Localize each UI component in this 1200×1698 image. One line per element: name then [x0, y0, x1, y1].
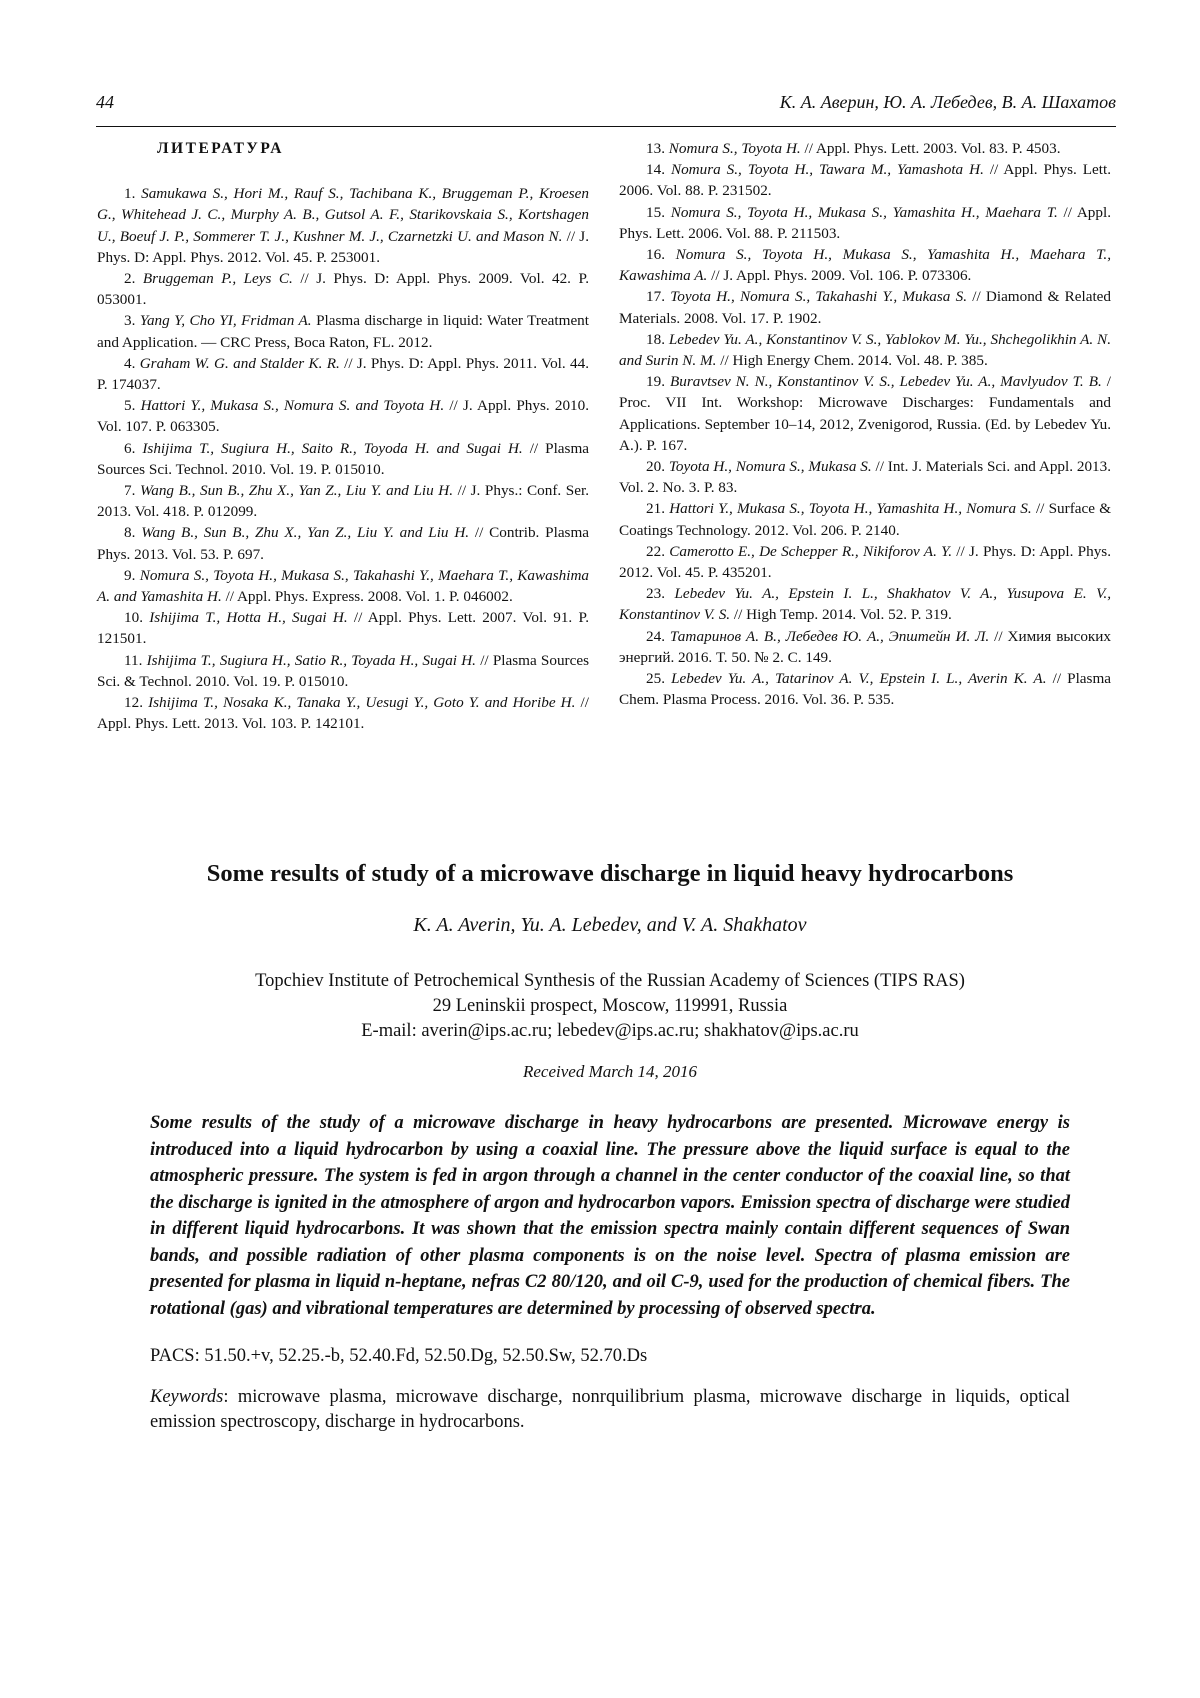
received-date: Received March 14, 2016 — [522, 1062, 698, 1081]
reference-num: 18. — [646, 330, 665, 348]
reference-item — [97, 395, 589, 437]
reference-rest: // J. Phys. D: Appl. Phys. 2012. Vol. 45. P. 435201. — [619, 542, 1111, 582]
reference-authors: Татаринов А. В., Лебедев Ю. А., Эпштейн И. Л. — [669, 627, 990, 645]
references-right-column — [619, 138, 1111, 710]
reference-num: 19. — [646, 373, 665, 391]
reference-item — [97, 268, 589, 310]
reference-rest: // J. Appl. Phys. 2009. Vol. 106. P. 073306. — [711, 267, 972, 285]
reference-num: 4. — [124, 354, 136, 372]
reference-rest: // Int. J. Materials Sci. and Appl. 2013. Vol. 2. No. 3. P. 83. — [619, 458, 1112, 497]
reference-item — [619, 541, 1111, 583]
reference-item — [97, 183, 589, 268]
reference-rest: // Plasma Sources Sci. & Technol. 2010. Vol. 19. P. 015010. — [97, 651, 589, 690]
article-header — [150, 860, 1070, 1435]
reference-rest: // J. Phys.: Conf. Ser. 2013. Vol. 418. P. 012099. — [97, 482, 590, 521]
reference-item — [619, 244, 1111, 286]
reference-item — [97, 438, 589, 480]
reference-item — [619, 159, 1111, 201]
reference-item — [619, 626, 1111, 668]
reference-num: 14. — [646, 161, 665, 179]
reference-authors: Nomura S., Toyota H., Mukasa S., Yamashita H., Maehara T. — [670, 203, 1058, 221]
keywords — [150, 1385, 1070, 1435]
reference-authors: Nomura S., Toyota H., Mukasa S., Yamashita H., Maehara T., Kawashima A. — [619, 246, 1112, 285]
reference-rest: // J. Phys. D: Appl. Phys. 2011. Vol. 44. P. 174037. — [97, 354, 589, 394]
reference-num: 16. — [646, 246, 665, 264]
reference-authors: Bruggeman P., Leys C. — [142, 270, 293, 288]
reference-num: 8. — [124, 524, 136, 542]
reference-authors: Toyota H., Nomura S., Mukasa S. — [668, 458, 872, 476]
reference-authors: Toyota H., Nomura S., Takahashi Y., Mukasa S. — [670, 288, 968, 306]
reference-num: 7. — [124, 482, 136, 500]
reference-rest: // Appl. Phys. Lett. 2003. Vol. 83. P. 4503. — [804, 140, 1061, 157]
email-line: E-mail: averin@ips.ac.ru; lebedev@ips.ac.ru; shakhatov@ips.ac.ru — [361, 1021, 859, 1041]
reference-num: 1. — [124, 185, 136, 203]
reference-item — [619, 498, 1111, 540]
reference-authors: Wang B., Sun B., Zhu X., Yan Z., Liu Y. and Liu H. — [141, 524, 470, 542]
keywords-text: : microwave plasma, microwave discharge, nonrquilibrium plasma, microwave discharge in liquids, optical emission spectroscopy, discharge in hydrocarbons. — [150, 1387, 1070, 1432]
reference-item — [97, 522, 589, 564]
reference-rest: // Appl. Phys. Express. 2008. Vol. 1. P. 046002. — [225, 588, 513, 606]
reference-num: 10. — [124, 609, 143, 627]
abstract: Some results of the study of a microwave discharge in heavy hydrocarbons are presented. Microwave energy is introduced into a liquid hydrocarbon by using a coaxial line. The pressure above the liquid surface is equal to the atmospheric pressure. The system is fed in argon through a channel in the center conductor of the coaxial line, so that the discharge is ignited in the atmosphere of argon and hydrocarbon vapors. Emission spectra of discharge were studied in different liquid hydrocarbons. It was shown that the emission spectra mainly contain different sequences of Swan bands, and possible radiation of other plasma components is on the noise level. Spectra of plasma emission are presented for plasma in liquid n-heptane, nefras C2 80/120, and oil C-9, used for the production of chemical fibers. The rotational (gas) and vibrational temperatures are determined by processing of observed spectra. — [150, 1113, 1070, 1319]
references-heading: ЛИТЕРАТУРА — [157, 140, 284, 157]
reference-item — [619, 286, 1111, 328]
reference-authors: Lebedev Yu. A., Tatarinov A. V., Epstein I. L., Averin K. A. — [671, 670, 1047, 688]
reference-rest: // J. Phys. D: Appl. Phys. 2009. Vol. 42. P. 053001. — [97, 270, 590, 309]
reference-item — [97, 607, 589, 649]
reference-rest: // Contrib. Plasma Phys. 2013. Vol. 53. P. 697. — [97, 524, 590, 563]
reference-authors: Hattori Y., Mukasa S., Nomura S. and Toyota H. — [140, 397, 445, 415]
reference-num: 17. — [646, 288, 665, 306]
reference-rest: // Surface & Coatings Technology. 2012. Vol. 206. P. 2140. — [619, 500, 1112, 539]
reference-num: 24. — [646, 627, 665, 645]
reference-rest: // J. Appl. Phys. 2010. Vol. 107. P. 063305. — [97, 397, 590, 436]
reference-item — [97, 650, 589, 692]
reference-authors: Lebedev Yu. A., Epstein I. L., Shakhatov V. A., Yusupova E. V., Konstantinov V. S. — [619, 585, 1112, 624]
reference-num: 2. — [124, 270, 136, 288]
reference-item — [97, 310, 589, 352]
reference-authors: Wang B., Sun B., Zhu X., Yan Z., Liu Y. and Liu H. — [139, 482, 454, 500]
reference-item — [619, 583, 1111, 625]
reference-rest: // J. Phys. D: Appl. Phys. 2012. Vol. 45. P. 253001. — [97, 227, 590, 266]
reference-item — [97, 565, 589, 607]
header-rule — [96, 126, 1116, 127]
references-list-left — [97, 183, 589, 734]
reference-authors: Buravtsev N. N., Konstantinov V. S., Lebedev Yu. A., Mavlyudov T. B. — [669, 373, 1102, 391]
page-number: 44 — [96, 92, 114, 112]
reference-authors: Hattori Y., Mukasa S., Toyota H., Yamashita H., Nomura S. — [669, 500, 1032, 518]
reference-authors: Nomura S., Toyota H., Mukasa S., Takahashi Y., Maehara T., Kawashima A. and Yamashita H. — [97, 566, 590, 606]
reference-num: 15. — [646, 203, 665, 221]
reference-num: 20. — [646, 458, 665, 476]
reference-num: 23. — [646, 585, 665, 603]
article-authors: K. A. Averin, Yu. A. Lebedev, and V. A. Shakhatov — [413, 914, 807, 936]
reference-num: 22. — [646, 542, 665, 560]
reference-authors: Yang Y, Cho YI, Fridman A. — [139, 312, 312, 330]
reference-authors: Graham W. G. and Stalder K. R. — [139, 354, 340, 372]
reference-rest: / Proc. VII Int. Workshop: Microwave Discharges: Fundamentals and Applications. September 10–14, 2012, Zvenigorod, Russia. (Ed. by Lebedev Yu. A.). P. 167. — [619, 373, 1111, 454]
reference-num: 25. — [646, 670, 665, 688]
address-line: 29 Leninskii prospect, Moscow, 119991, Russia — [432, 996, 788, 1016]
reference-authors: Lebedev Yu. A., Konstantinov V. S., Yablokov M. Yu., Shchegolikhin A. N. and Surin N. M. — [619, 330, 1111, 370]
reference-rest: // Appl. Phys. Lett. 2007. Vol. 91. P. 121501. — [97, 609, 590, 648]
reference-rest: // Appl. Phys. Lett. 2013. Vol. 103. P. 142101. — [97, 694, 589, 733]
reference-authors: Ishijima T., Nosaka K., Tanaka Y., Uesugi Y., Goto Y. and Horibe H. — [148, 694, 576, 712]
reference-rest: Plasma discharge in liquid: Water Treatment and Application. — CRC Press, Boca Raton, FL. 2012. — [97, 312, 589, 351]
reference-num: 12. — [124, 694, 143, 712]
reference-authors: Ishijima T., Sugiura H., Saito R., Toyoda H. and Sugai H. — [142, 439, 523, 457]
pacs-codes: PACS: 51.50.+v, 52.25.-b, 52.40.Fd, 52.50.Dg, 52.50.Sw, 52.70.Ds — [150, 1346, 648, 1366]
reference-rest: // High Temp. 2014. Vol. 52. P. 319. — [733, 606, 952, 624]
reference-authors: Nomura S., Toyota H. — [668, 140, 801, 157]
references-left-column — [97, 138, 589, 734]
reference-item — [97, 353, 589, 395]
reference-num: 13. — [646, 140, 665, 157]
reference-num: 21. — [646, 500, 665, 518]
reference-authors: Ishijima T., Hotta H., Sugai H. — [149, 609, 348, 627]
reference-authors: Camerotto E., De Schepper R., Nikiforov A. Y. — [669, 542, 952, 560]
reference-rest: // Appl. Phys. Lett. 2006. Vol. 88. P. 211503. — [619, 203, 1112, 242]
reference-authors: Samukawa S., Hori M., Rauf S., Tachibana K., Bruggeman P., Kroesen G., Whitehead J. C., Murphy A. B., Gutsol A. F., Starikovskaia S., Kortshagen U., Boeuf J. P., Sommerer T. J., Kushner M. J., Czarnetzki U. and Mason N. — [97, 185, 590, 245]
reference-rest: // Diamond & Related Materials. 2008. Vol. 17. P. 1902. — [619, 288, 1112, 327]
reference-item — [619, 371, 1111, 456]
reference-num: 6. — [124, 439, 136, 457]
reference-authors: Ishijima T., Sugiura H., Satio R., Toyada H., Sugai H. — [146, 651, 476, 669]
article-title: Some results of study of a microwave discharge in liquid heavy hydrocarbons — [206, 860, 1014, 887]
reference-rest: // Химия высоких энергий. 2016. Т. 50. № 2. С. 149. — [619, 627, 1112, 666]
affiliation-line: Topchiev Institute of Petrochemical Synthesis of the Russian Academy of Sciences (TIPS RAS) — [255, 971, 965, 991]
reference-item — [619, 202, 1111, 244]
reference-rest: // Plasma Sources Sci. Technol. 2010. Vol. 19. P. 015010. — [97, 439, 589, 478]
reference-item — [619, 138, 1111, 159]
reference-num: 11. — [124, 651, 143, 669]
reference-num: 9. — [124, 566, 136, 584]
running-header — [96, 92, 1116, 113]
keywords-label: Keywords — [150, 1387, 224, 1407]
reference-item — [619, 456, 1111, 498]
reference-authors: Nomura S., Toyota H., Tawara M., Yamashota H. — [670, 161, 984, 179]
reference-num: 5. — [124, 397, 136, 415]
reference-num: 3. — [124, 312, 136, 330]
running-head-authors: К. А. Аверин, Ю. А. Лебедев, В. А. Шахатов — [779, 92, 1116, 112]
reference-item — [619, 329, 1111, 371]
reference-item — [97, 692, 589, 734]
reference-item — [97, 480, 589, 522]
reference-item — [619, 668, 1111, 710]
reference-rest: // Plasma Chem. Plasma Process. 2016. Vol. 36. P. 535. — [619, 670, 1111, 709]
reference-rest: // High Energy Chem. 2014. Vol. 48. P. 385. — [720, 352, 988, 370]
reference-rest: // Appl. Phys. Lett. 2006. Vol. 88. P. 231502. — [619, 161, 1112, 200]
references-list-right — [619, 138, 1111, 710]
